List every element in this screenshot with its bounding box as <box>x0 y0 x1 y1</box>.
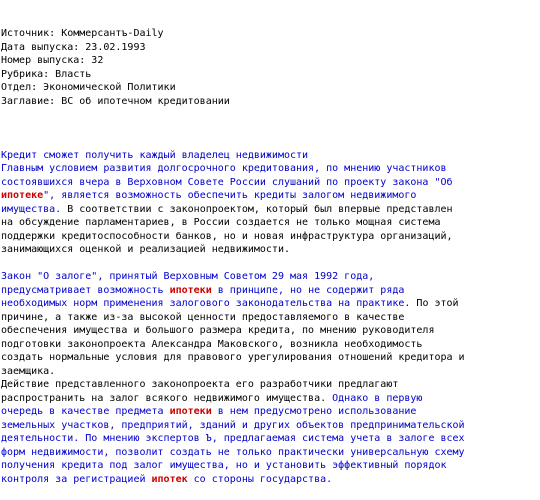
article-content <box>1 135 540 486</box>
text-line <box>1 297 540 311</box>
text-line <box>1 230 540 244</box>
article-paragraph <box>1 149 540 257</box>
blue-text-segment: в нем предусмотрено использование <box>211 406 417 417</box>
text-line <box>1 459 540 473</box>
text-segment: заемщика. <box>1 365 56 377</box>
blue-text-segment: Закон "О залоге", принятый Верховным Советом 29 мая 1992 года, <box>1 271 375 282</box>
source-line: Источник: Коммерсантъ-Daily <box>1 28 164 39</box>
text-line <box>1 189 540 203</box>
paragraph-gap <box>1 135 540 149</box>
text-segment: обеспечения имущества и большого размера кредита, по мнению руководителя <box>1 325 435 336</box>
text-line <box>1 162 540 176</box>
text-segment: создать нормальные условия для правового урегулирования отношений кредитора и <box>1 352 465 363</box>
highlighted-term: ипотеки <box>169 284 212 296</box>
highlighted-term: ипотеке <box>1 190 44 201</box>
text-segment: распространить на залог всякого недвижимого имущества. <box>1 392 327 404</box>
text-segment: подготовки законопроекта Александра Маковского, возникла необходимость <box>1 338 423 350</box>
blue-text-segment: Кредит сможет получить каждый владелец недвижимости <box>1 149 309 161</box>
text-line <box>1 243 540 257</box>
text-line <box>1 270 540 284</box>
text-segment: занимающихся оценкой и реализацией недвижимости. <box>1 244 290 255</box>
text-segment: Действие представленного законопроекта его разработчики предлагают <box>1 379 399 390</box>
highlighted-term: ипотек <box>151 473 188 485</box>
blue-text-segment: получения кредита под залог имущества, но и установить эффективный порядок <box>1 460 447 471</box>
text-line <box>1 473 540 487</box>
text-line <box>1 392 540 406</box>
blue-text-segment: земельных участков, предприятий, зданий и других объектов предпринимательской <box>1 419 465 431</box>
text-segment: причине, а также из-за высокой ценности предоставляемого в качестве <box>1 311 405 323</box>
blue-text-segment: имущества. <box>1 203 62 215</box>
blue-text-segment: очередь в качестве предмета <box>1 406 170 417</box>
article-metadata <box>1 27 540 108</box>
department-line: Отдел: Экономической Политики <box>1 82 176 93</box>
blue-text-segment: контроля за регистрацией <box>1 473 152 485</box>
blue-text-segment: необходимых норм применения залогового законодательства на практике. <box>1 298 411 309</box>
text-line <box>1 419 540 433</box>
text-line <box>1 432 540 446</box>
text-line <box>1 378 540 392</box>
text-line <box>1 365 540 379</box>
blue-text-segment: предусматривает возможность <box>1 284 170 296</box>
blue-text-segment: в принципе, но не содержит ряда <box>211 284 405 296</box>
rubric-line: Рубрика: Власть <box>1 68 92 80</box>
blue-text-segment: форм недвижимости, позволит создать не только практически универсальную схему <box>1 446 465 458</box>
issue-number-line: Номер выпуска: 32 <box>1 55 104 66</box>
text-line <box>1 311 540 325</box>
article-title-line: Заглавие: ВС об ипотечном кредитовании <box>1 95 230 107</box>
blue-text-segment: со стороны государства. <box>187 473 333 485</box>
text-segment: В соответствии с законопроектом, который был впервые представлен <box>61 203 453 215</box>
text-segment: По этой <box>410 298 459 309</box>
blue-text-segment: Главным условием развития долгосрочного кредитования, по мнению участников <box>1 163 447 174</box>
highlighted-term: ипотеки <box>169 406 212 417</box>
text-line <box>1 405 540 419</box>
blue-text-segment: состоявшихся вчера в Верховном Совете России слушаний по проекту закона "Об <box>1 176 453 188</box>
text-segment: поддержки кредитоспособности банков, но и новая инфраструктура организаций, <box>1 230 453 242</box>
text-line <box>1 284 540 298</box>
blue-text-segment: ", является возможность обеспечить кредиты залогом недвижимого <box>43 190 417 201</box>
article-paragraph <box>1 270 540 486</box>
text-line <box>1 351 540 365</box>
paragraph-gap <box>1 257 540 271</box>
text-segment: на обсуждение парламентариев, в России создается не только мощная система <box>1 217 441 228</box>
text-line <box>1 176 540 190</box>
blue-text-segment: деятельности. По мнению экспертов Ъ, предлагаемая система учета в залоге всех <box>1 433 465 444</box>
text-line <box>1 203 540 217</box>
text-line <box>1 338 540 352</box>
text-line <box>1 446 540 460</box>
blue-text-segment: Однако в первую <box>326 392 423 404</box>
text-line <box>1 149 540 163</box>
issue-date-line: Дата выпуска: 23.02.1993 <box>1 41 146 53</box>
text-line <box>1 216 540 230</box>
text-line <box>1 324 540 338</box>
